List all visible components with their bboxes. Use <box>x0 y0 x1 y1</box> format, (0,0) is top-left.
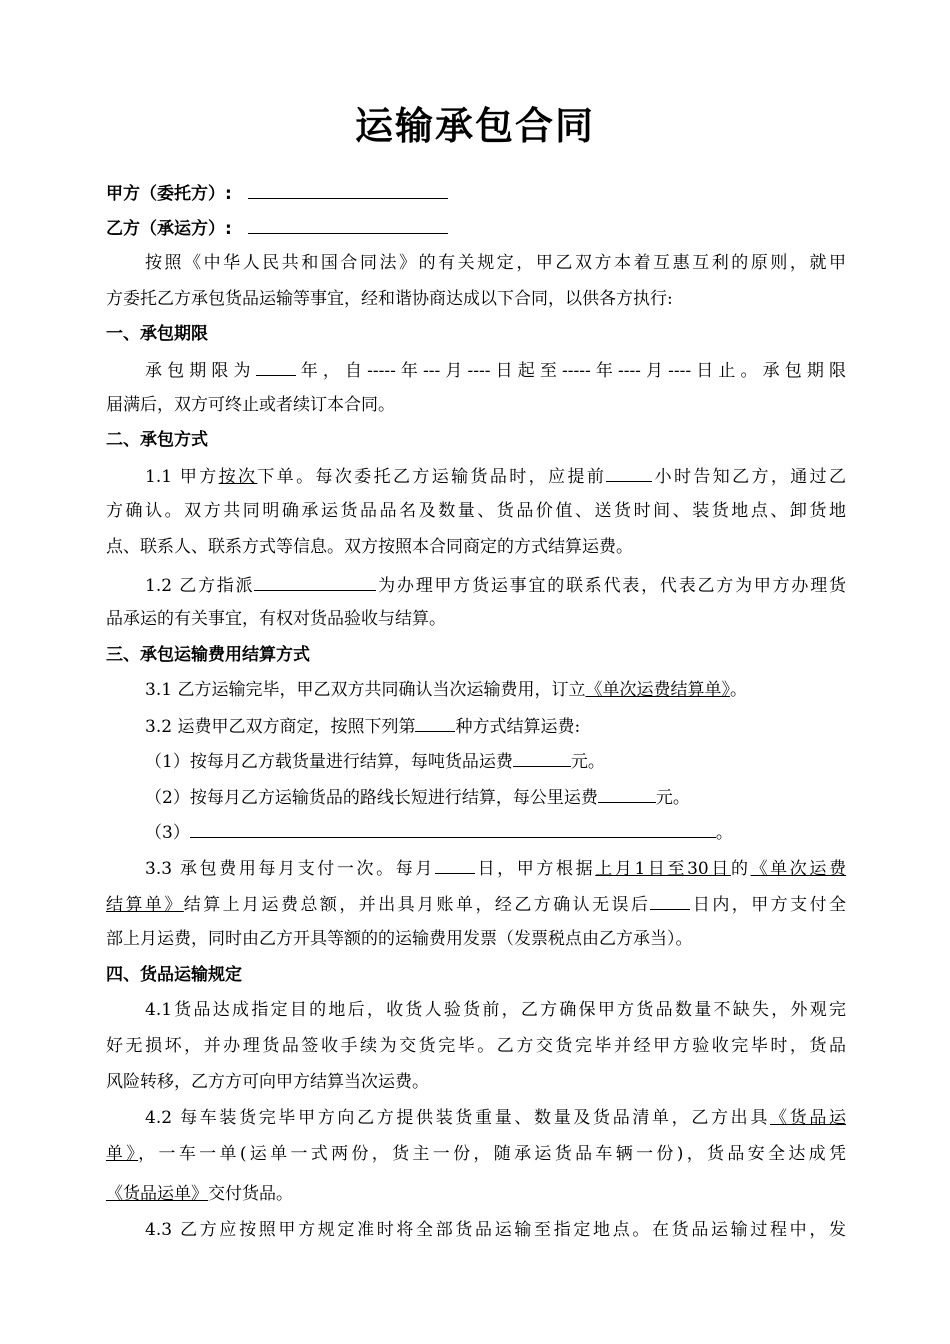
clause-4-3-line-1: 4.3 乙方应按照甲方规定准时将全部货品运输至指定地点。在货品运输过程中，发 <box>145 1220 846 1240</box>
s1-para-line-1 <box>145 357 846 383</box>
c32-text-a: 3.2 运费甲乙双方商定，按照下列第 <box>145 717 416 737</box>
c32-option-blank <box>415 713 455 732</box>
clause-3-1 <box>145 678 747 702</box>
intro-line-1: 按照《中华人民共和国合同法》的有关规定，甲乙双方本着互惠互利的原则，就甲 <box>145 253 846 273</box>
section-2-heading: 二、承包方式 <box>106 430 208 450</box>
clause-4-2-line-3 <box>106 1182 293 1206</box>
o1-text-b: 元。 <box>570 752 605 772</box>
clause-4-1-line-2: 好无损坏，并办理货品签收手续为交货完毕。乙方交货完毕并经甲方验收完毕时，货品 <box>106 1036 846 1056</box>
s1-text-a: 承包期限为 <box>145 361 256 381</box>
c31-text-b: 。 <box>729 680 747 700</box>
section-3-heading: 三、承包运输费用结算方式 <box>106 645 310 665</box>
party-a-label: 甲方（委托方）: <box>106 184 232 204</box>
clause-3-3-line-3: 部上月运费，同时由乙方开具等额的的运输费用发票（发票税点由乙方承当）。 <box>106 929 693 949</box>
clause-1-1-line-1 <box>145 463 846 489</box>
c31-text-a: 3.1 乙方运输完毕，甲乙双方共同确认当次运输费用，订立 <box>145 680 586 700</box>
clause-1-2-line-2: 品承运的有关事宜，有权对货品验收与结算。 <box>106 609 446 629</box>
c33-underlined-2: 《单次运费 <box>750 859 846 879</box>
c32-text-b: 种方式结算运费: <box>455 717 581 737</box>
party-b-label: 乙方（承运方）: <box>106 219 232 239</box>
o3-text-b: 。 <box>715 823 733 843</box>
o3-blank <box>190 819 716 838</box>
party-b-line <box>106 215 448 241</box>
party-a-line <box>106 180 448 206</box>
section-4-heading: 四、货品运输规定 <box>106 965 242 985</box>
c33-days-blank <box>650 891 690 910</box>
c42-l3-text: 交付货品。 <box>208 1184 293 1204</box>
c33-text-a: 3.3 承包费用每月支付一次。每月 <box>145 859 435 879</box>
document-title: 运输承包合同 <box>354 104 595 148</box>
c42-l2-underlined: 单》 <box>106 1144 139 1164</box>
o2-text-a: （2）按每月乙方运输货品的路线长短进行结算，每公里运费 <box>145 788 598 808</box>
option-1 <box>145 748 605 774</box>
o1-blank <box>513 748 571 767</box>
intro-line-2: 方委托乙方承包货品运输等事宜，经和谐协商达成以下合同，以供各方执行: <box>106 289 673 309</box>
c11-underlined: 按次 <box>218 467 258 487</box>
c42-text-a: 4.2 每车装货完毕甲方向乙方提供装货重量、数量及货品清单，乙方出具 <box>145 1108 770 1128</box>
c12-text-a: 1.2 乙方指派 <box>145 576 255 596</box>
o1-text-a: （1）按每月乙方载货量进行结算，每吨货品运费 <box>145 752 513 772</box>
c12-rep-blank <box>254 572 376 591</box>
c33-l2-text-a: 结算上月运费总额，并出具月账单，经乙方确认无误后 <box>183 895 651 915</box>
o2-text-b: 元。 <box>655 788 690 808</box>
c33-underlined-1: 上月1日至30日 <box>595 859 731 879</box>
c11-text-c: 小时告知乙方，通过乙 <box>652 467 847 487</box>
s1-years-blank <box>256 357 296 376</box>
option-2 <box>145 784 690 810</box>
c42-l2-text: ，一车一单(运单一式两份，货主一份，随承运货品车辆一份)，货品安全达成凭 <box>138 1144 847 1164</box>
clause-4-2-line-2 <box>106 1142 846 1166</box>
c33-l2-underlined: 结算单》 <box>106 895 184 915</box>
c33-text-c: 的 <box>730 859 751 879</box>
party-a-blank <box>248 180 448 199</box>
c12-text-b: 为办理甲方货运事宜的联系代表，代表乙方为甲方办理货 <box>376 576 846 596</box>
clause-4-1-line-3: 风险转移，乙方方可向甲方结算当次运费。 <box>106 1072 429 1092</box>
section-1-heading: 一、承包期限 <box>106 324 208 344</box>
c11-text-a: 1.1 甲方 <box>145 467 219 487</box>
clause-1-1-line-3: 点、联系人、联系方式等信息。双方按照本合同商定的方式结算运费。 <box>106 537 633 557</box>
c33-text-b: 日，甲方根据 <box>474 859 596 879</box>
clause-3-2 <box>145 713 580 739</box>
s1-para-line-2: 届满后，双方可终止或者续订本合同。 <box>106 395 395 415</box>
c42-underlined: 《货品运 <box>770 1108 846 1128</box>
clause-1-2-line-1 <box>145 572 846 598</box>
c31-underlined: 《单次运费结算单》 <box>585 680 730 700</box>
c33-l2-text-b: 日内，甲方支付全 <box>690 895 847 915</box>
clause-4-2-line-1 <box>145 1106 846 1130</box>
c11-hours-blank <box>606 463 652 482</box>
c11-text-b: 下单。每次委托乙方运输货品时，应提前 <box>257 467 607 487</box>
s1-text-b: 年，自-----年---月----日起至-----年----月----日止。承包期限 <box>295 361 846 381</box>
option-3 <box>145 819 733 845</box>
c42-l3-underlined: 《货品运单》 <box>106 1184 208 1204</box>
clause-4-1-line-1: 4.1货品达成指定目的地后，收货人验货前，乙方确保甲方货品数量不缺失，外观完 <box>145 1000 846 1020</box>
party-b-blank <box>248 215 448 234</box>
clause-3-3-line-1 <box>145 855 846 881</box>
c33-day-blank <box>435 855 475 874</box>
clause-1-1-line-2: 方确认。双方共同明确承运货品品名及数量、货品价值、送货时间、装货地点、卸货地 <box>106 501 846 521</box>
clause-3-3-line-2 <box>106 891 846 917</box>
o3-text-a: （3） <box>145 823 190 843</box>
o2-blank <box>598 784 656 803</box>
